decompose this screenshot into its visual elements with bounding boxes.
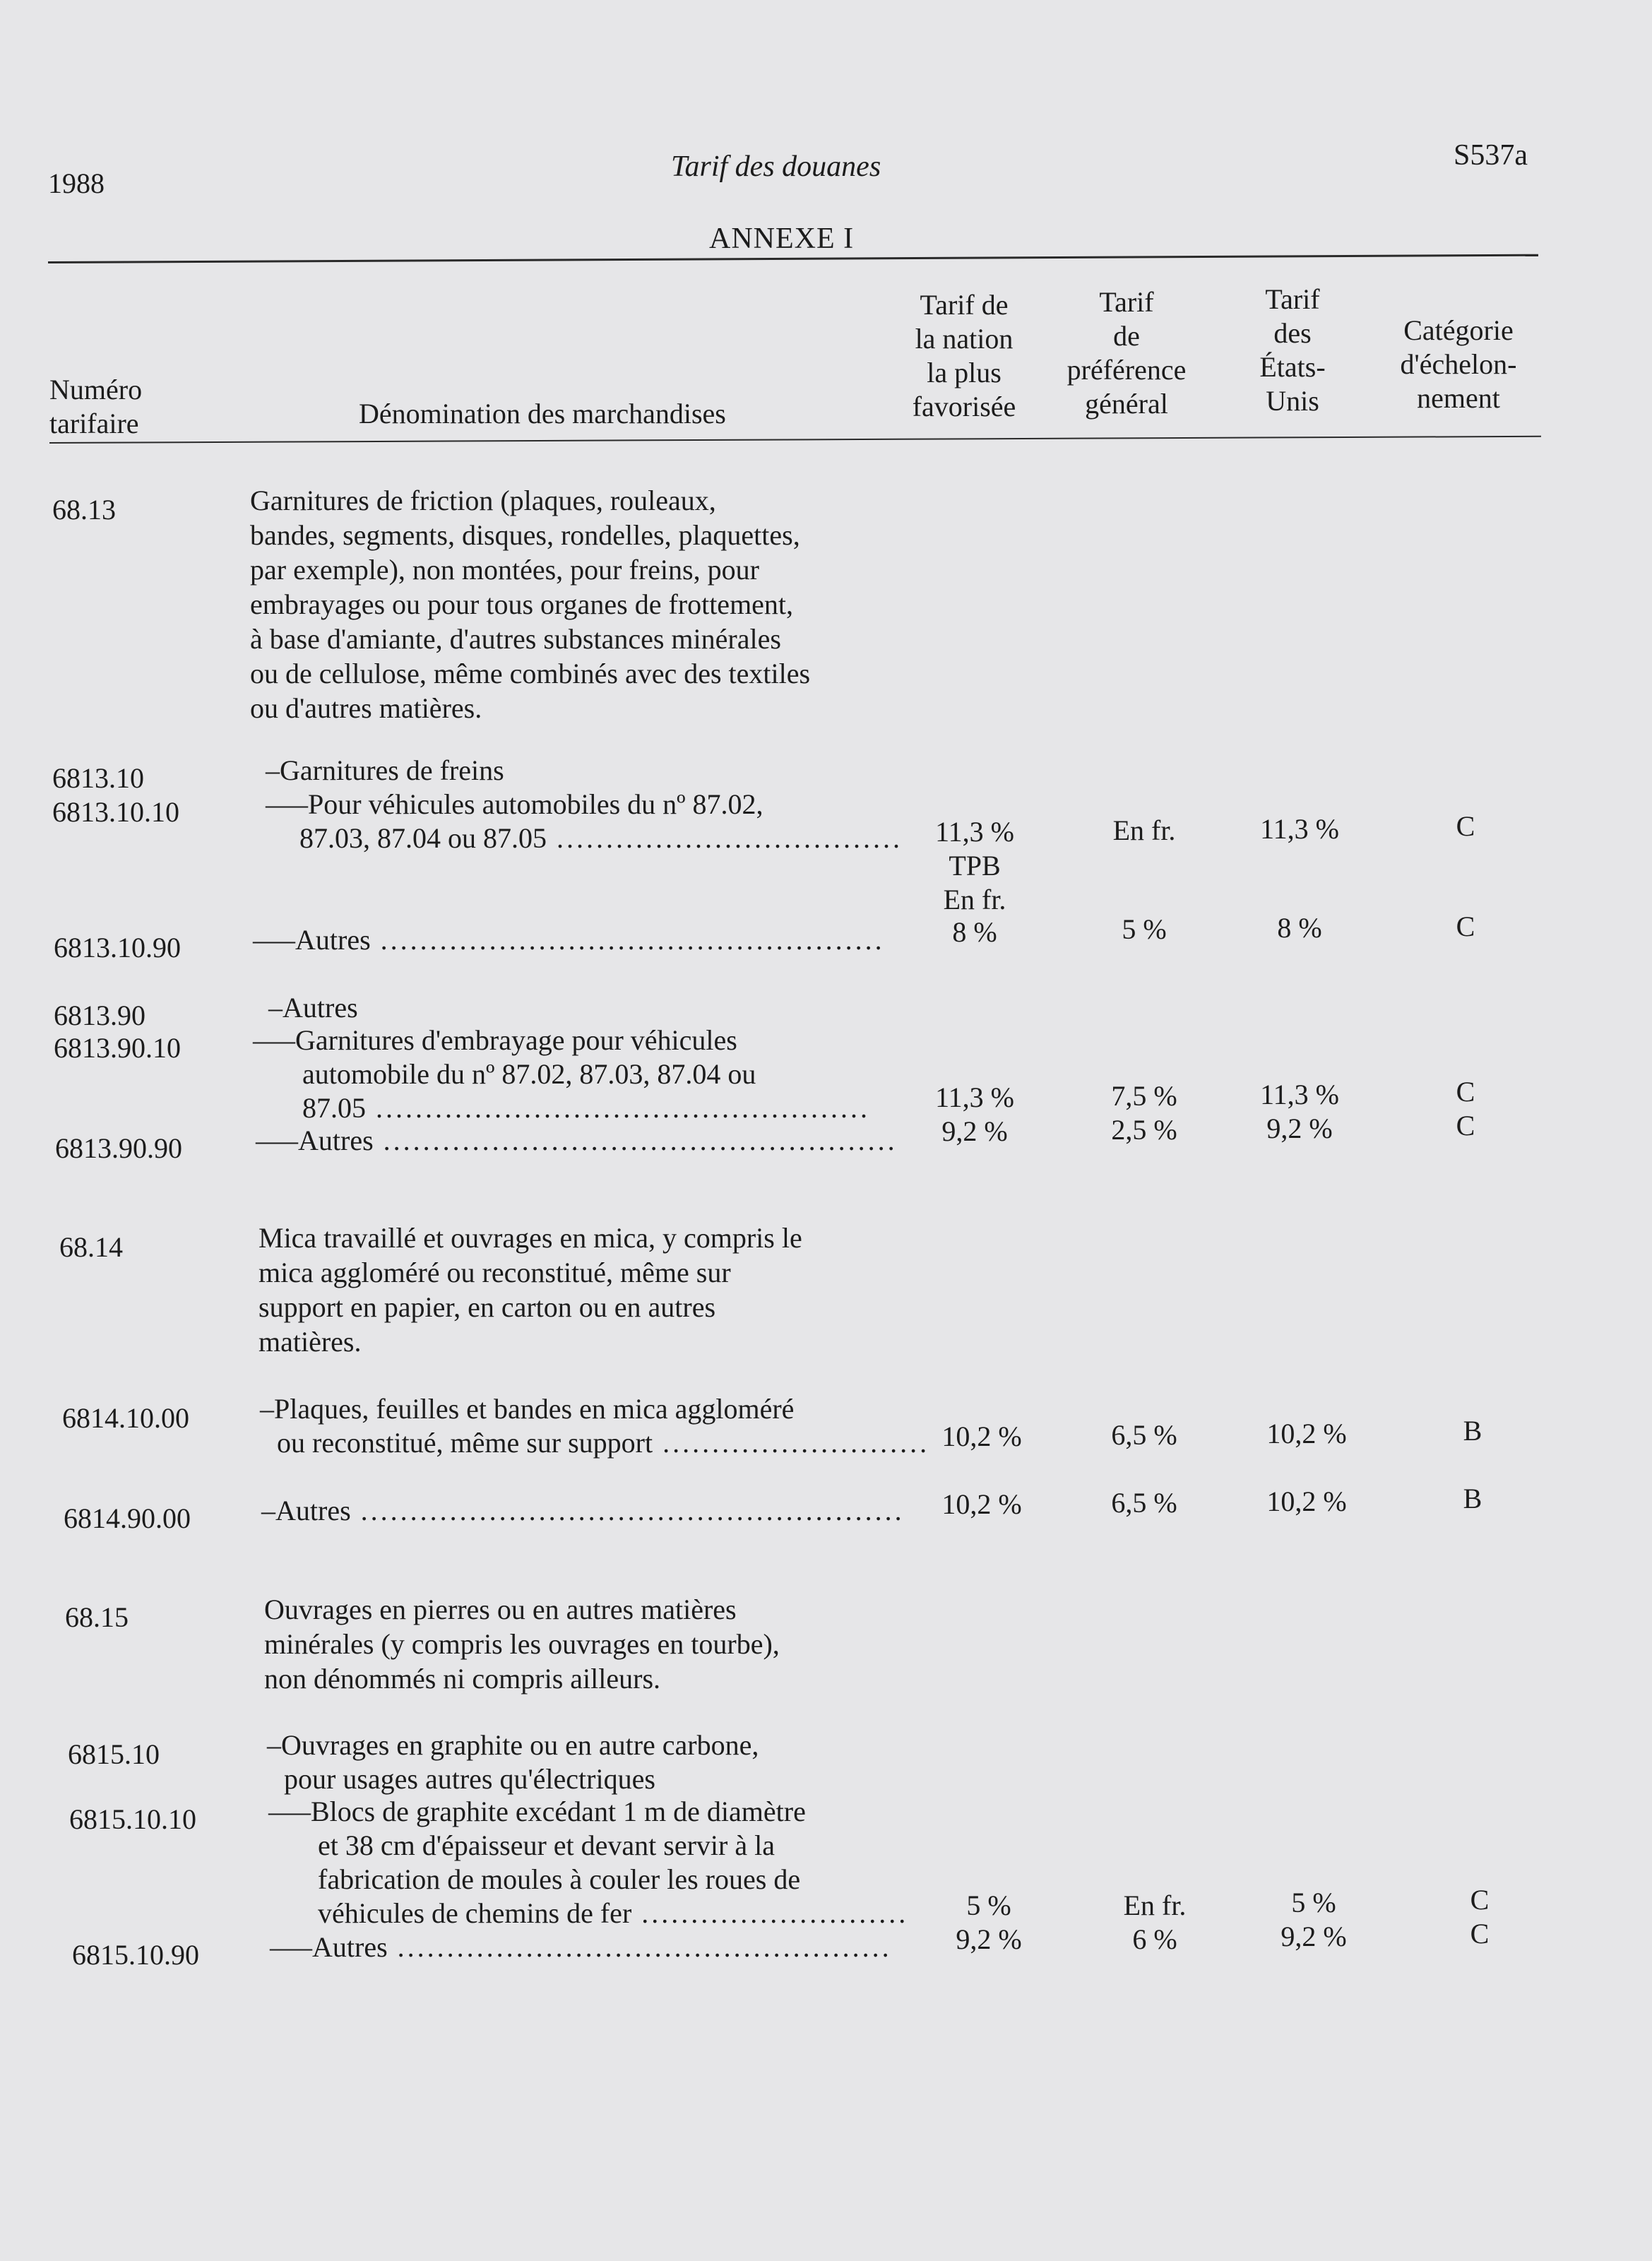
us-rate: 11,3 % [1260,813,1339,845]
page-title: Tarif des douanes [671,150,881,183]
page-year: 1988 [48,167,105,199]
gpt-rate: 7,5 % [1111,1080,1177,1112]
mfn-rate: 10,2 % [941,1420,1022,1452]
gpt-rate: En fr. [1123,1889,1187,1921]
us-rate: 9,2 % [1280,1921,1347,1952]
col-header-numero: Numéro tarifaire [49,374,143,439]
item-description-leader: –––Autres .................................................. [270,1931,892,1963]
item-description-leader: –––Autres .................................................... [256,1124,898,1156]
gpt-rate: 6 % [1132,1923,1177,1955]
staging-category: C [1470,1884,1490,1916]
item-description: pour usages autres qu'électriques [284,1763,655,1795]
tariff-code: 6815.10.10 [69,1803,196,1835]
mfn-rate: 11,3 % [935,816,1014,848]
staging-category: B [1463,1415,1482,1447]
us-rate: 11,3 % [1260,1079,1339,1110]
us-rate: 10,2 % [1266,1485,1347,1517]
mfn-rate-prefix: En fr. [943,884,1006,915]
item-description: –Garnitures de freins [266,754,504,786]
item-description-leader: 87.05 .................................................. [302,1092,870,1124]
page-number: S537a [1454,139,1528,172]
item-description: –Autres [268,992,358,1023]
gpt-rate: 2,5 % [1111,1114,1177,1146]
staging-category: C [1456,1076,1475,1108]
mfn-rate: 9,2 % [941,1115,1008,1147]
item-description: automobile du nº 87.02, 87.03, 87.04 ou [302,1058,756,1090]
item-description-leader: –Autres ....................................................... [261,1495,905,1526]
mfn-rate: 11,3 % [935,1081,1014,1113]
us-rate: 9,2 % [1266,1112,1333,1144]
staging-category: B [1463,1483,1482,1514]
header-bottom-rule [49,436,1541,444]
tariff-code: 6813.90.10 [54,1032,181,1064]
mfn-rate: 9,2 % [956,1923,1022,1955]
us-rate: 10,2 % [1266,1418,1347,1449]
heading-description: Ouvrages en pierres ou en autres matières minérales (y compris les ouvrages en tourbe), non dénommés ni compris ailleurs. [264,1594,780,1695]
item-description: –––Pour véhicules automobiles du nº 87.02, [266,788,763,820]
item-description-leader: 87.03, 87.04 ou 87.05 ................................... [299,822,903,854]
gpt-rate: 5 % [1122,913,1167,945]
us-rate: 5 % [1291,1887,1336,1918]
gpt-rate: 6,5 % [1111,1419,1177,1451]
annex-title: ANNEXE I [709,222,855,255]
col-header-us: Tarif des États- Unis [1259,283,1326,417]
item-description-leader: –––Autres ................................................... [253,924,885,956]
tariff-code: 6815.10 [68,1738,160,1770]
tariff-code: 6813.90 [54,999,145,1031]
tariff-code: 6813.10.10 [52,796,179,828]
item-description: –Plaques, feuilles et bandes en mica aggloméré [260,1393,795,1425]
staging-category: C [1456,810,1475,842]
tariff-code: 68.13 [52,494,116,526]
item-description: –Ouvrages en graphite ou en autre carbone, [267,1729,759,1761]
gpt-rate: En fr. [1112,814,1176,846]
tariff-code: 6814.90.00 [64,1502,191,1534]
col-header-gpt: Tarif de préférence général [1066,286,1187,420]
item-description: –––Garnitures d'embrayage pour véhicules [253,1024,737,1056]
gpt-rate: 6,5 % [1111,1487,1177,1519]
mfn-rate: 8 % [952,916,997,948]
tariff-code: 68.14 [59,1231,123,1263]
tariff-code: 6813.90.90 [55,1132,182,1164]
col-header-staging: Catégorie d'échelon- nement [1400,314,1517,414]
tariff-code: 68.15 [65,1601,129,1633]
staging-category: C [1470,1918,1490,1950]
tariff-code: 6815.10.90 [72,1939,199,1971]
item-description: fabrication de moules à couler les roues de [318,1863,801,1895]
item-description-leader: ou reconstitué, même sur support ........................... [277,1427,930,1459]
item-description: et 38 cm d'épaisseur et devant servir à la [318,1829,775,1861]
mfn-rate: 10,2 % [941,1488,1022,1520]
mfn-rate: 5 % [966,1889,1011,1921]
item-description: –––Blocs de graphite excédant 1 m de diamètre [268,1796,806,1827]
item-description-leader: véhicules de chemins de fer ........................... [318,1897,909,1929]
heading-description: Mica travaillé et ouvrages en mica, y compris le mica aggloméré ou reconstitué, même sur support en papier, en carton ou en autres matières. [259,1222,802,1358]
col-header-mfn: Tarif de la nation la plus favorisée [912,289,1016,422]
mfn-note: TPB [949,850,1001,882]
us-rate: 8 % [1277,912,1322,944]
tariff-code: 6814.10.00 [62,1402,189,1434]
heading-description: Garnitures de friction (plaques, rouleaux, bandes, segments, disques, rondelles, plaquettes, par exemple), non montées, pour freins, pour embrayages ou pour tous organes de frottement, à base d'amiante, d'autres substances minérales ou de cellulose, même combinés avec des textiles ou d'autres matières. [250,485,811,724]
tariff-code: 6813.10 [52,762,144,794]
staging-category: C [1456,910,1475,942]
staging-category: C [1456,1110,1475,1141]
tariff-code: 6813.10.90 [54,932,181,963]
col-header-denomination: Dénomination des marchandises [359,398,726,429]
